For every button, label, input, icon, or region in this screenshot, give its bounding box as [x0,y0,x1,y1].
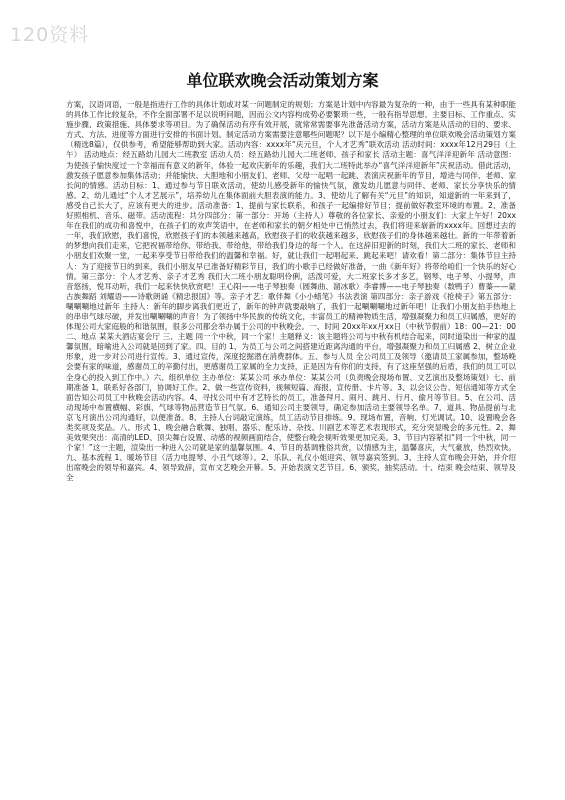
body-text: 方案，汉语词语，一般是指进行工作的具体计划或对某一问题制定的规划；方案是计划中内容最为复杂的一种，由于一些具有某种职能的具体工作比较复杂，不作全面部署不足以说明问题，因而公文内容构成势必要繁琐一些，一般有指导思想、主要目标、工作重点、实施步骤、政策措施、具体要求等项目。为了确保活动有序有效开展，就常常需要事先准备活动方案，活动方案是从活动的目的、要求、方式、方法、进度等方面进行安排的书面计划。制定活动方案需要注意哪些问题呢？以下是小编精心整理的单位联欢晚会活动策划方案（精选8篇），仅供参考，希望能够帮助到大家。活动内容：xxxx年“庆元旦，个人才艺秀”联欢活动 活动时间：xxxx年12月29日（上午） 活动地点：经五路幼儿园大二班教室 活动人员：经五路幼儿园大二班老师、孩子和家长 活动主题：喜气洋洋迎新年 活动意图：为使孩子愉快度过一个幸福而有意义的新年，体验一起欢庆新年的乐趣，我们大二班特此举办“喜气洋洋迎新年”庆祝活动。借此活动，激发孩子愿意参加集体活动；并能愉快、大胆地和小朋友们、老师、父母一起唱一起跳、表演庆祝新年的节目，增进与同伴、老师、家长间的情感。活动目标：1、通过参与节日联欢活动，使幼儿感受新年的愉快气氛，激发幼儿愿意与同伴、老师、家长分享快乐的情感。2、幼儿通过“个人才艺展示”，培养幼儿在集体面前大胆表演的能力。3、使幼儿了解有关“元旦”的知识，知道新的一年来到了，感受自己长大了，应该有更大的进步。活动准备：1、提前与家长联系，和孩子一起编排好节目；提前做好教室环境的布置。2、准备好照相机、音乐、磁带。活动流程：共分四部分：第一部分：开场（主持人）尊敬的各位家长、亲爱的小朋友们：大家上午好！20xx年在我们的成功和喜悦中，在孩子们的欢声笑语中，在老师和家长的朝夕相处中已悄然过去，我们将迎来崭新的xxxx年。回想过去的一年，我们欣慰，我们喜悦，欣慰孩子们的本领越来越高，欣慰孩子们的收获越来越多，欣慰孩子们的身体越来越壮。新的一年带着新的梦想向我们走来，它把祝福带给你、带给我、带给他，带给我们身边的每一个人。在这辞旧迎新的时刻，我们大二班的家长、老师和小朋友们欢聚一堂，一起来享受节日带给我们的温馨和幸福。好，就让我们一起唱起来、跳起来吧！请欢看！第二部分：集体节目主持人：为了迎接节日的到来，我们小朋友早已准备好精彩节目，我们的小歌手已经做好准备，一曲《新年好》将带给咱们一个快乐的好心情。第三部分：个人才艺秀、亲子才艺秀 我们大二班小朋友聪明伶俐，活泼可爱，大二班家长多才多艺，钢琴、电子琴、小提琴，声音悠扬，悦耳动听，我们一起来快快欣赏吧！王心阳——电子琴独奏（圆舞曲、溜冰歌）李睿博——电子琴独奏（数鸭子）曹蓁——蒙古族舞蹈 刘耀语——诗歌朗诵《精忠报国》等。亲子才艺：歌伴舞《小小蜡笔》书法表演 第四部分：亲子游戏《抢椅子》第五部分：唰唰唰地过新年 主持人：新年的脚步离我们更近了，新年的钟声就要敲响了，我们一起唰唰唰地过新年吧！让我们小朋友拍手热地上的串串气球尽破，并发出唰唰唰的声音！为了领扬中华民族的传统文化，丰富员工的精神物质生活，增强凝聚力和员工归属感，更好的体现公司大家庭般的和谐氛围，很多公司都会举办属于公司的中秋晚会。一、时间 20xx年xx月xx日（中秋节假前）18：00—21：00 二、地点 某某大酒店宴会厅 三、主题 同一个中秋，同一个家！主题释义：该主题将公司与中秋有机结合起来，同时道染出一种家的温馨氛围，暗喻进入公司就是回到了家。四、目的 1、为员工与公司之间搭建近距离沟通的平台，增强凝聚力和员工归属感 2、树立企业形象，进一步对公司进行宣传。3、通过宣传，深度挖掘潜在消费群体。五、参与人员 全公司员工及领导（邀请员工家属参加，整场晚会要有家的味道，感谢员工的辛勤付出，更感谢员工家属的全力支持，正是因为有你们的支持，有了这座坚强的后盾，我们的员工可以全身心的投入到工作中。）六、组织单位 主办单位：某某公司 承办单位：某某公司（负责晚会现场布置、文艺演出及整场策划）七、前期准备 1、联系好各部门，协调好工作。2、做一些宣传资料，视频短篇、海报、宣传册、卡片等。3、以会议公告、短信通知等方式全面告知公司员工中秋晚会活动内容。4、寻找公司中有才艺特长的员工，准备拜月、闹月、跳月、行月、偷月等节目。5、在公司、活动现场中布置横幅、彩旗、气球等物品营造节日气氛。6、通知公司主要领导，确定参加活动主要领导名单。7、道具、物品提前与北京飞月演出公司沟通好，以便准备。8、主持人台词敲定演练，员工活动节目排练。9、现场布置，音响、灯光调试。10、设置晚会各类奖项及奖品。八、形式 1、晚会融合歌舞、独唱、器乐、配乐诗、杂技、川剧艺术等艺术表现形式，充分突显晚会的多元性。2、舞美效果突出：高清的LED、顶尖舞台设置、动感的视频画面结合，使整台晚会视听效果更加完美。3、节目内容紧扣“同一个中秋，同一个家！”这一主题，渲染出一种进入公司就是家的温馨氛围。4、节目的基调雅俗共赏，以情感为主，温馨喜庆，大气豪放，热烈欢快。九、基本流程 1、暖场节目（活力电提琴、小丑气球等）。2、乐队、礼仪小姐迎宾、领导嘉宾签到。3、主持人宣布晚会开始，并介绍出席晚会的领导和嘉宾。4、领导致辞，宣布文艺晚会开幕。5、开始表演文艺节目。6、颁奖、抽奖活动。十、结束 晚会结束、领导及全 [66,100,516,483]
watermark: 120资料 [10,24,90,46]
page-title: 单位联欢晚会活动策划方案 [186,71,379,90]
